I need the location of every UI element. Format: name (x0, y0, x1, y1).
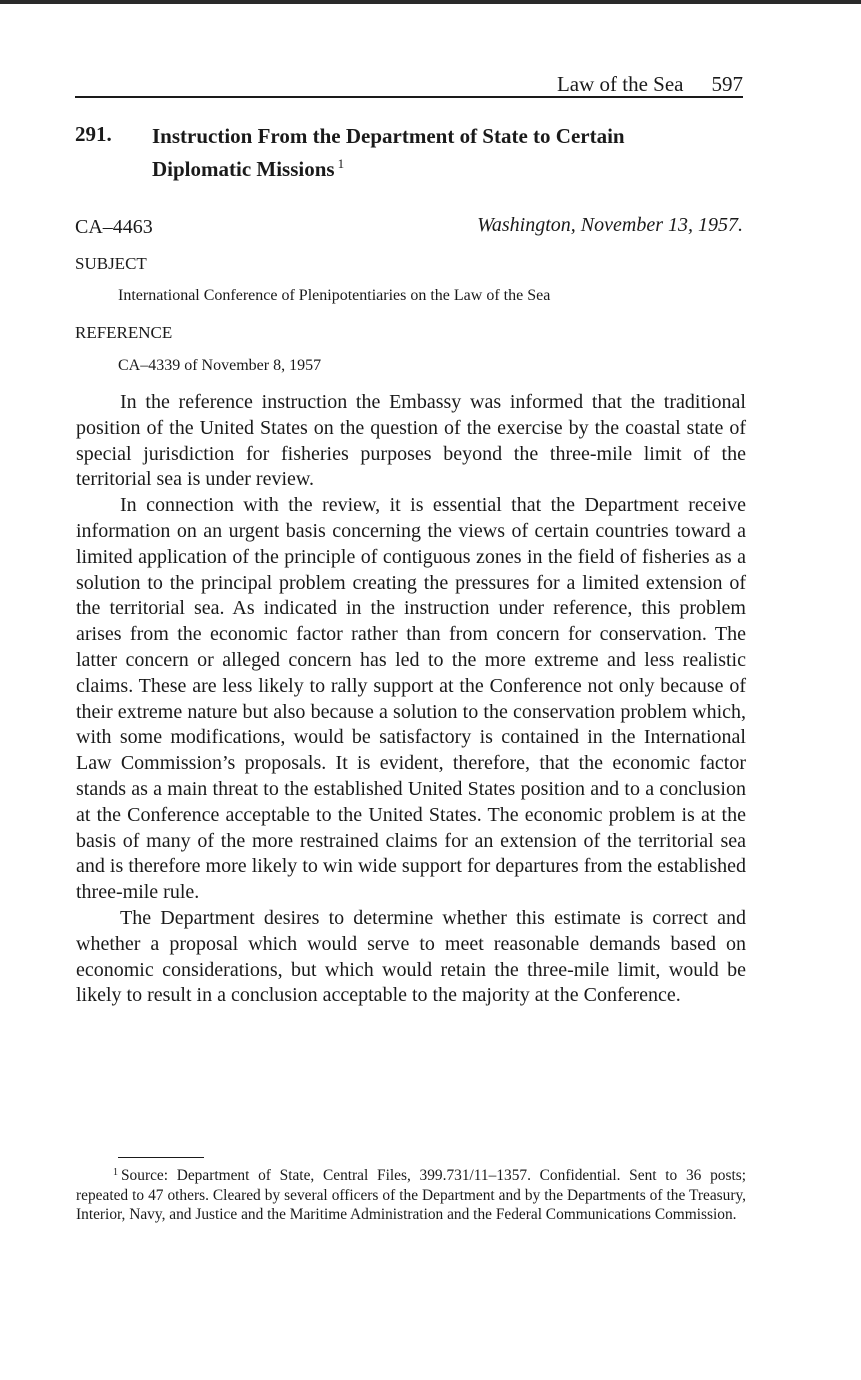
footnote-divider (118, 1157, 204, 1158)
document-number: 291. (75, 122, 112, 146)
running-title: Law of the Sea (556, 72, 684, 96)
reference-text: CA–4339 of November 8, 1957 (118, 357, 322, 374)
document-title-text: Instruction From the Department of State to Certain Diplomatic Missions (152, 124, 625, 181)
dispatch-id: CA–4463 (75, 216, 153, 238)
footnote (76, 1163, 746, 1225)
running-header (75, 72, 743, 98)
scan-edge (0, 0, 861, 4)
reference-label: REFERENCE (75, 323, 173, 342)
title-footnote-marker[interactable]: 1 (337, 156, 345, 171)
document-title (152, 122, 712, 183)
body-text (76, 390, 746, 1009)
place-date: Washington, November 13, 1957. (477, 214, 743, 236)
paragraph: The Department desires to determine whether this estimate is correct and whether a proposal which would serve to meet reasonable demands based on economic considerations, but which would retain the three-mile limit, would be likely to result in a conclusion acceptable to the majority at the Conference. (76, 906, 746, 1007)
footnote-marker: 1 (113, 1167, 118, 1178)
subject-label: SUBJECT (75, 254, 147, 273)
paragraph: In connection with the review, it is essential that the Department receive information on an urgent basis concerning the views of certain countries toward a limited application of the principle of contiguous zones in the field of fisheries as a solution to the principal problem creating the pressures for a limited extension of the territorial sea. As indicated in the instruction under reference, this problem arises from the economic factor rather than from concern for conservation. The latter concern or alleged concern has led to the more extreme and less realistic claims. These are less likely to rally support at the Conference not only because of their extreme nature but also because a solution to the conservation problem which, with some modifications, would be satisfactory is contained in the International Law Commission’s proposals. It is evident, therefore, that the economic factor stands as a main threat to the established United States position and to a conclusion at the Conference acceptable to the United States. The economic problem is at the basis of many of the more restrained claims for an extension of the territorial sea and is therefore more likely to win wide support for departures from the established three-mile rule. (76, 494, 746, 904)
page-number: 597 (711, 72, 743, 96)
paragraph: In the reference instruction the Embassy was informed that the traditional position of the United States on the question of the exercise by the coastal state of special jurisdiction for fisheries purposes beyond the three-mile limit of the territorial sea is under review. (76, 391, 746, 491)
subject-text: International Conference of Plenipotentiaries on the Law of the Sea (118, 287, 551, 304)
footnote-text: Source: Department of State, Central Files, 399.731/11–1357. Confidential. Sent to 36 posts; repeated to 47 others. Cleared by several officers of the Department and by the Departments of the Treasury, Interior, Navy, and Justice and the Maritime Administration and the Federal Communications Commission. (76, 1167, 746, 1223)
